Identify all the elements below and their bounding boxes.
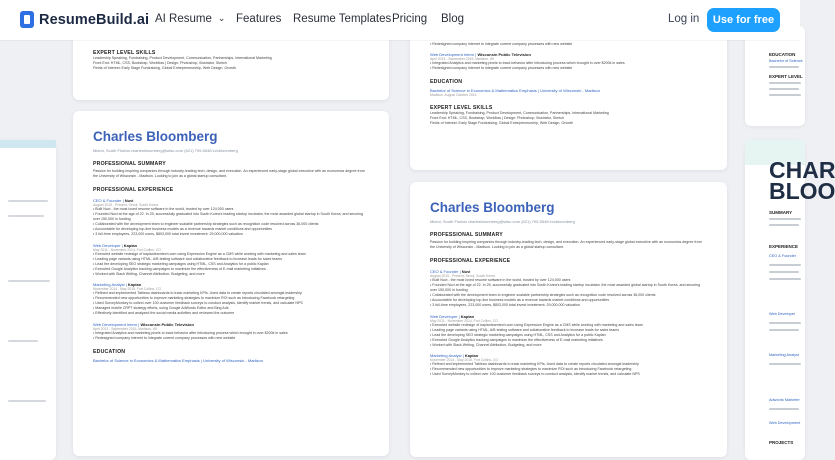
text-line <box>8 280 50 282</box>
job-title: CEO & Founder | Nuvi <box>93 198 134 203</box>
bullet-line: • Lead the developing SEO strategic marketing campaigns using HTML, CSS and Analytics for a public Kaplan <box>93 261 269 266</box>
summary-text: Passion for building inspiring companies through industry-leading tech, design, and execution. An experienced early-stage global executive with an economics degree from the University of Wisconsin - Madison. Looking to join as a global startup consultant. <box>93 169 365 178</box>
text-line <box>769 66 799 68</box>
text-line <box>769 88 799 90</box>
resume-name-large: CHAR BLOO <box>769 157 835 204</box>
bullet-line: • Collaborated with the development team to engineer scalable partnership strategies such as recognition code resolved across 36,000 clients <box>430 293 656 298</box>
education-line: Bachelor of Science in Economics & Mathematics Emphasis | University of Wisconsin - Madison <box>430 88 600 94</box>
education-meta: Madison, August October 2014 <box>430 93 477 98</box>
section-title-education: EDUCATION <box>769 52 796 57</box>
resume-card-partial-right[interactable] <box>745 140 835 460</box>
job-meta: November 2014 - May 2015, Fort Collins, CO <box>430 358 499 363</box>
text-line <box>769 322 801 324</box>
nav-resume-templates[interactable]: Resume Templates <box>293 13 392 25</box>
bullet-line: • Redesigned company internet to integrate current company processes with new website <box>93 335 236 340</box>
job-meta: April 2013 - September 2015, Madison, WI <box>93 326 158 331</box>
login-link[interactable]: Log in <box>668 13 700 25</box>
nav-features[interactable]: Features <box>236 13 282 25</box>
bullet-line: • Used SurveyMonkey to collect over 100 customer feedback surveys to conduct analysis, identify market trends, and calculate NPS <box>93 301 303 306</box>
bullet-line: • 3 full-time employees, 223,000 users, $803,000 total invest investment: 29,000,000 valuation <box>430 303 580 308</box>
summary-text: Passion for building inspiring companies through industry-leading tech, design, and execution. An experienced early-stage global executive with an economics degree from the University of Wisconsin - Madison. Looking to join as a global startup consultant. <box>430 240 702 249</box>
chevron-down-icon: ⌄ <box>217 13 226 23</box>
section-title-summary: SUMMARY <box>769 210 793 215</box>
job-title: Adwords Marketer <box>769 398 800 402</box>
bullet-line: • Leading page variants using HTML, A/B testing software and collaborative feedback to increase leads for sales teams <box>93 256 283 261</box>
section-title-experience: EXPERIENCE <box>769 244 799 249</box>
resume-card-partial-right-top[interactable] <box>745 26 805 126</box>
text-line <box>8 400 46 402</box>
job-company: Kaplan <box>123 242 138 248</box>
bullet-line: • Redesigned company internet to integrate current company processes with new website <box>430 42 573 46</box>
bullet-line: • Founded Nuvi at the age of 22. In 25, successfully graduated into South Korea's leading startup incubator, the most awarded global startup in South Korea, and securing over 150,000 in funding <box>93 212 364 222</box>
job-title-text: CEO & Founder <box>430 269 459 274</box>
logo-icon <box>20 11 34 28</box>
resume-card-2[interactable] <box>410 26 727 170</box>
section-title-skills: EXPERT LEVEL SKILLS <box>93 50 156 56</box>
bullet-line: • Integrated Analytics and marketing pixels to track behavior after introducing process which brought in over $200k in sales <box>93 330 288 335</box>
section-title-experience: PROFESSIONAL EXPERIENCE <box>430 258 511 264</box>
resume-card-4[interactable] <box>410 182 727 457</box>
text-line <box>8 200 48 202</box>
job-company: Kaplan <box>127 282 142 288</box>
logo[interactable] <box>20 11 149 28</box>
bullet-line: • Integrated Analytics and marketing pixels to track behavior after introducing process which brought in over $200k in sales <box>430 61 625 65</box>
section-title-summary: PROFESSIONAL SUMMARY <box>430 232 503 238</box>
job-title-text: Marketing Analyst <box>430 353 462 359</box>
card-header-band <box>0 140 56 148</box>
bullet-line: • Recommended new opportunities to improve marketing strategies to maximize ROI such as introducing Facebook retargeting <box>430 367 632 372</box>
text-line <box>769 224 799 226</box>
section-title-experience: PROFESSIONAL EXPERIENCE <box>93 187 174 193</box>
text-line <box>769 329 799 331</box>
resume-card-3[interactable] <box>73 111 389 456</box>
nav-ai-resume[interactable] <box>155 13 225 25</box>
nav-pricing[interactable]: Pricing <box>392 13 428 25</box>
text-line <box>769 264 801 266</box>
job-title: CEO & Founder <box>769 254 797 258</box>
skill-line: Front End: HTML, CSS, Bootstrap, Workflow | Design: Photoshop, Illustrator, Sketch <box>430 116 564 121</box>
job-title-text: CEO & Founder <box>93 198 122 203</box>
education-line: Bachelor of Science <box>769 59 803 63</box>
text-line <box>769 408 799 410</box>
text-line <box>769 82 801 84</box>
job-meta: May 2011 - November 2014, Fort Collins, CO <box>93 247 161 252</box>
skill-line: Fields of Interest: Early Stage Fundraising, Global Entrepreneurship, Web Design, Growth <box>93 66 236 70</box>
text-line <box>769 218 801 220</box>
bullet-line: • Recommended new opportunities to improve marketing strategies to maximize ROI such as introducing Facebook retargeting <box>93 296 295 301</box>
text-line <box>8 340 38 342</box>
text-line <box>8 215 44 217</box>
section-title-projects: PROJECTS <box>769 440 794 445</box>
bullet-line: • Built Nuvi - the most loved resume software in the world, trusted by over 124,000 users <box>430 278 571 282</box>
bullet-line: • Refined and implemented Tableau dashboards to track marketing KPIs. Used data to create reports circulated amongst leadership <box>430 362 639 367</box>
bullet-line: • Lead the developing SEO strategic marketing campaigns using HTML, CSS and Analytics for a public Kaplan <box>430 332 606 337</box>
job-company: Wisconsin Public Television <box>140 321 194 327</box>
job-title-text: Web Developer <box>93 242 121 248</box>
bullet-line: • Effectively identified and analyzed the social media activities and reviewed the outcome <box>93 311 235 316</box>
section-title-skills: EXPERT LEVEL <box>769 74 803 79</box>
skill-line: Fields of Interest: Early Stage Fundraising, Global Entrepreneurship, Web Design, Growth <box>430 121 573 126</box>
section-title-summary: PROFESSIONAL SUMMARY <box>93 161 166 167</box>
job-title-text: Web Development Intern <box>430 52 475 57</box>
bullet-line: • Managed mobile CRPT strategy efforts, using Google AdWords Editor and Bing Ads <box>93 306 229 311</box>
job-title: Web Development <box>769 421 801 425</box>
text-line <box>769 271 799 273</box>
job-title: Web Developer | Kaplan <box>93 242 138 248</box>
resume-contact: Miami, South Florida charlesbloomberg@wisc.com (621) 799-5548 in/cbloomberg <box>430 219 575 224</box>
bullet-line: • Executed website redesign of kaplanlearntech.com using Expression Engine as a CMS while working with marketing and sales team <box>93 251 306 256</box>
job-title: Web Development Intern | Wisconsin Public Television <box>93 321 194 327</box>
bullet-line: • 3 full-time employees, 223,000 users, $803,000 total invest investment: 29,000,000 valuation <box>93 232 243 237</box>
job-company: Nuvi <box>124 198 134 203</box>
skill-line: Front End: HTML, CSS, Bootstrap, Workflow | Design: Photoshop, Illustrator, Sketch <box>93 61 227 65</box>
bullet-line: • Used SurveyMonkey to collect over 100 customer feedback surveys to conduct analysis, identify market trends, and calculate NPS <box>430 372 640 377</box>
bullet-line: • Founded Nuvi at the age of 22. In 25, successfully graduated into South Korea's leading startup incubator, the most awarded global startup in South Korea, and securing over 150,000 in funding <box>430 283 701 293</box>
bullet-line: • Leading page variants using HTML, A/B testing software and collaborative feedback to increase leads for sales teams <box>430 327 620 332</box>
section-title-education: EDUCATION <box>430 79 463 86</box>
job-meta: April 2013 - September 2015, Madison, WI <box>430 57 495 61</box>
job-title: Web Development Intern | Wisconsin Public Television <box>430 52 531 57</box>
section-title-education: EDUCATION <box>93 348 126 355</box>
text-line <box>769 94 801 96</box>
resume-card-partial-left[interactable] <box>0 140 56 460</box>
bullet-line: • Refined and implemented Tableau dashboards to track marketing KPIs. Used data to create reports circulated amongst leadership <box>93 291 302 296</box>
resume-contact: Miami, South Florida charlesbloomberg@wisc.com (621) 799-5548 in/cbloomberg <box>93 148 238 153</box>
logo-text: ResumeBuild.ai <box>39 11 150 28</box>
job-title: CEO & Founder | Nuvi <box>430 269 471 274</box>
job-meta: May 2011 - November 2014, Fort Collins, CO <box>430 318 498 323</box>
job-company: Nuvi <box>461 269 471 274</box>
bullet-line: • Worked with Slack Writing, Channel Attribution, Budgeting, and more <box>430 342 542 347</box>
bullet-line: • Accountable for developing top-line business models as a revenue towards market conditions and opportunities <box>430 298 610 303</box>
skill-line: Leadership Speaking, Fundraising, Product Development, Communication, Partnerships, International Marketing <box>430 111 609 116</box>
skill-line: Leadership Speaking, Fundraising, Product Development, Communication, Partnerships, International Marketing <box>93 56 272 60</box>
job-company: Kaplan <box>464 353 479 359</box>
text-line <box>769 278 801 280</box>
use-for-free-button[interactable]: Use for free <box>707 8 780 32</box>
job-title: Web Developer | Kaplan <box>430 313 475 319</box>
job-title-text: Marketing Analyst <box>93 282 125 288</box>
bullet-line: • Worked with Slack Writing, Channel Attribution, Budgeting, and more <box>93 271 205 276</box>
job-title: Marketing Analyst | Kaplan <box>430 353 479 359</box>
job-company: Kaplan <box>460 313 475 319</box>
job-meta: November 2014 - May 2015, Fort Collins, CO <box>93 287 162 292</box>
job-meta: August 2015 - Present, Seoul, South Korea <box>93 203 159 207</box>
resume-name: Charles Bloomberg <box>93 129 218 144</box>
bullet-line: • Executed Google Analytics tracking campaigns to maximize the effectiveness of E-mail marketing initiatives <box>430 337 603 342</box>
nav-blog[interactable]: Blog <box>441 13 465 25</box>
job-title: Marketing Analyst | Kaplan <box>93 282 142 288</box>
bullet-line: • Executed Google Analytics tracking campaigns to maximize the effectiveness of E-mail marketing initiatives <box>93 266 266 271</box>
bullet-line: • Redesigned company internet to integrate current company processes with new website <box>430 66 573 71</box>
job-meta: August 2015 - Present, Seoul, South Korea <box>430 274 496 278</box>
job-company: Wisconsin Public Television <box>477 52 531 57</box>
education-line: Bachelor of Science in Economics & Mathematics Emphasis | University of Wisconsin - Madison <box>93 357 263 363</box>
job-title: Web Developer <box>769 312 796 316</box>
bullet-line: • Collaborated with the development team to engineer scalable partnership strategies such as recognition code resolved across 36,000 clients <box>93 222 319 227</box>
section-title-skills: EXPERT LEVEL SKILLS <box>430 105 493 112</box>
resume-name: Charles Bloomberg <box>430 200 555 215</box>
bullet-line: • Built Nuvi - the most loved resume software in the world, trusted by over 124,000 users <box>93 207 234 211</box>
bullet-line: • Accountable for developing top-line business models as a revenue towards market conditions and opportunities <box>93 227 273 232</box>
job-title-text: Web Developer <box>430 313 458 319</box>
nav-ai-resume-label: AI Resume <box>155 13 212 25</box>
top-nav <box>0 0 800 40</box>
job-title: Marketing Analyst <box>769 353 799 357</box>
job-title-text: Web Development Intern <box>93 321 138 327</box>
bullet-line: • Executed website redesign of kaplanlearntech.com using Expression Engine as a CMS while working with marketing and sales team <box>430 322 643 327</box>
text-line <box>769 363 801 365</box>
